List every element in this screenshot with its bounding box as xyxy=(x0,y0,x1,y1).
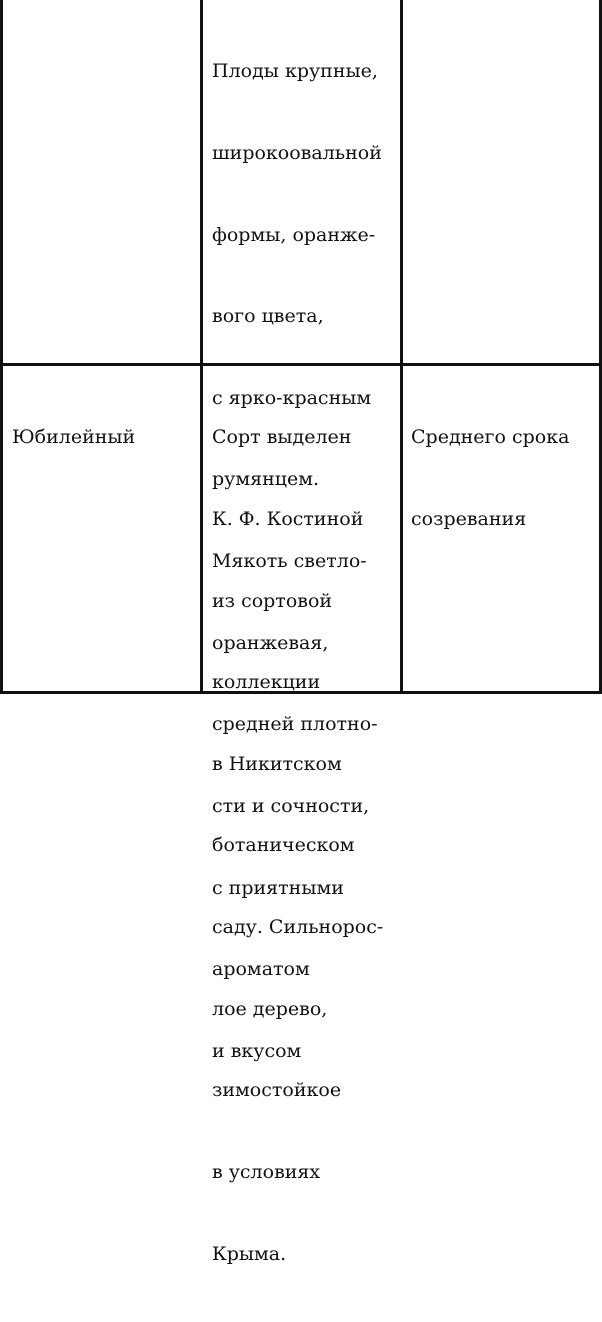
row2-variety-cell xyxy=(12,370,197,506)
description-line: из сортовой xyxy=(212,589,333,612)
table-border-left xyxy=(0,0,3,694)
description-line: ботаническом xyxy=(212,834,355,857)
description-line: сти и сочности, xyxy=(212,794,370,817)
description-line: с ярко-красным xyxy=(212,386,372,409)
description-line: вого цвета, xyxy=(212,305,324,328)
variety-name: Юбилейный xyxy=(12,426,136,449)
description-line: с приятными xyxy=(212,876,344,899)
description-line: саду. Сильнорос- xyxy=(212,916,384,939)
description-line: Мякоть светло- xyxy=(212,550,367,573)
description-line: коллекции xyxy=(212,671,321,694)
column-divider-2 xyxy=(400,0,403,694)
description-line: Крыма. xyxy=(212,1242,287,1265)
description-line: зимостойкое xyxy=(212,1079,342,1102)
description-line: формы, оранже- xyxy=(212,223,376,246)
description-line: оранжевая, xyxy=(212,631,329,654)
description-line: К. Ф. Костиной xyxy=(212,508,364,531)
description-line: в условиях xyxy=(212,1160,321,1183)
description-line: средней плотно- xyxy=(212,713,378,736)
description-line: и вкусом xyxy=(212,1039,302,1062)
description-line: Сорт выделен xyxy=(212,426,352,449)
description-line: ароматом xyxy=(212,958,310,981)
description-line: в Никитском xyxy=(212,752,342,775)
ripening-line: Среднего срока xyxy=(411,426,570,449)
description-line: румянцем. xyxy=(212,468,320,491)
description-line: широкоовальной xyxy=(212,142,382,165)
row2-description-cell xyxy=(212,370,397,1322)
row1-variety-cell xyxy=(12,4,197,113)
row2-ripening-cell xyxy=(411,370,596,588)
column-divider-1 xyxy=(200,0,203,694)
ripening-line: созревания xyxy=(411,508,527,531)
description-line: лое дерево, xyxy=(212,997,328,1020)
description-line: Плоды крупные, xyxy=(212,60,378,83)
